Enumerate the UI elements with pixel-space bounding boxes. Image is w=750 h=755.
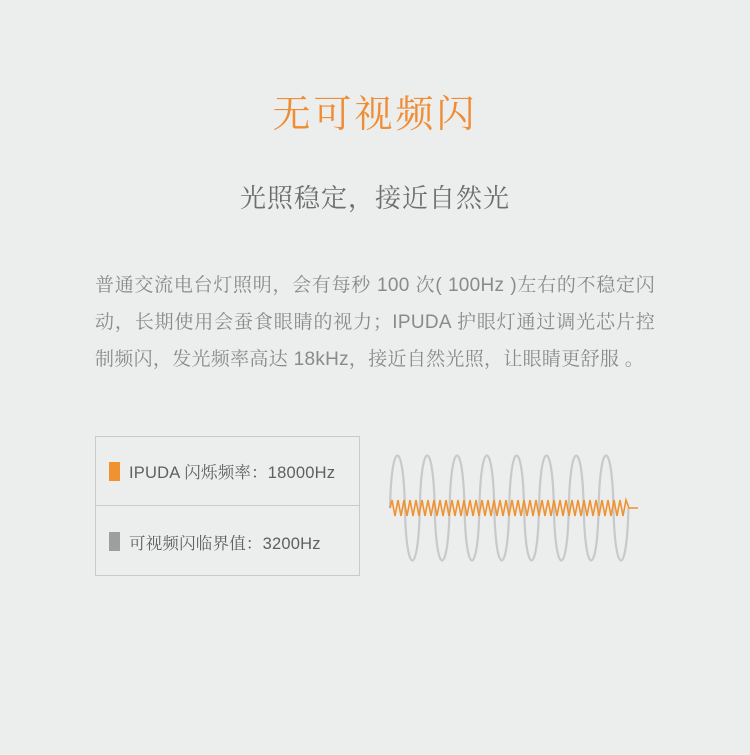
legend-item-ipuda <box>96 437 359 506</box>
chart-legend <box>95 436 360 576</box>
waveform-graphic <box>382 418 647 598</box>
legend-label-threshold: 可视频闪临界值：3200Hz <box>129 534 321 553</box>
legend-label-ipuda: IPUDA 闪烁频率：18000Hz <box>129 464 336 482</box>
orange-sine-wave <box>390 500 638 516</box>
legend-item-threshold <box>96 507 359 576</box>
page-subtitle: 光照稳定，接近自然光 <box>239 183 510 213</box>
description-paragraph: 普通交流电台灯照明，会有每秒 100 次( 100Hz )左右的不稳定闪动，长期使用会蚕食眼睛的视力；IPUDA 护眼灯通过调光芯片控制频闪，发光频率高达 18kHz，接近自然光照，让眼睛更舒服 。 <box>95 275 655 370</box>
page-title: 无可视频闪 <box>272 94 478 136</box>
legend-swatch-gray-icon <box>109 532 120 551</box>
frequency-chart <box>0 436 750 616</box>
legend-swatch-orange-icon <box>109 462 120 481</box>
